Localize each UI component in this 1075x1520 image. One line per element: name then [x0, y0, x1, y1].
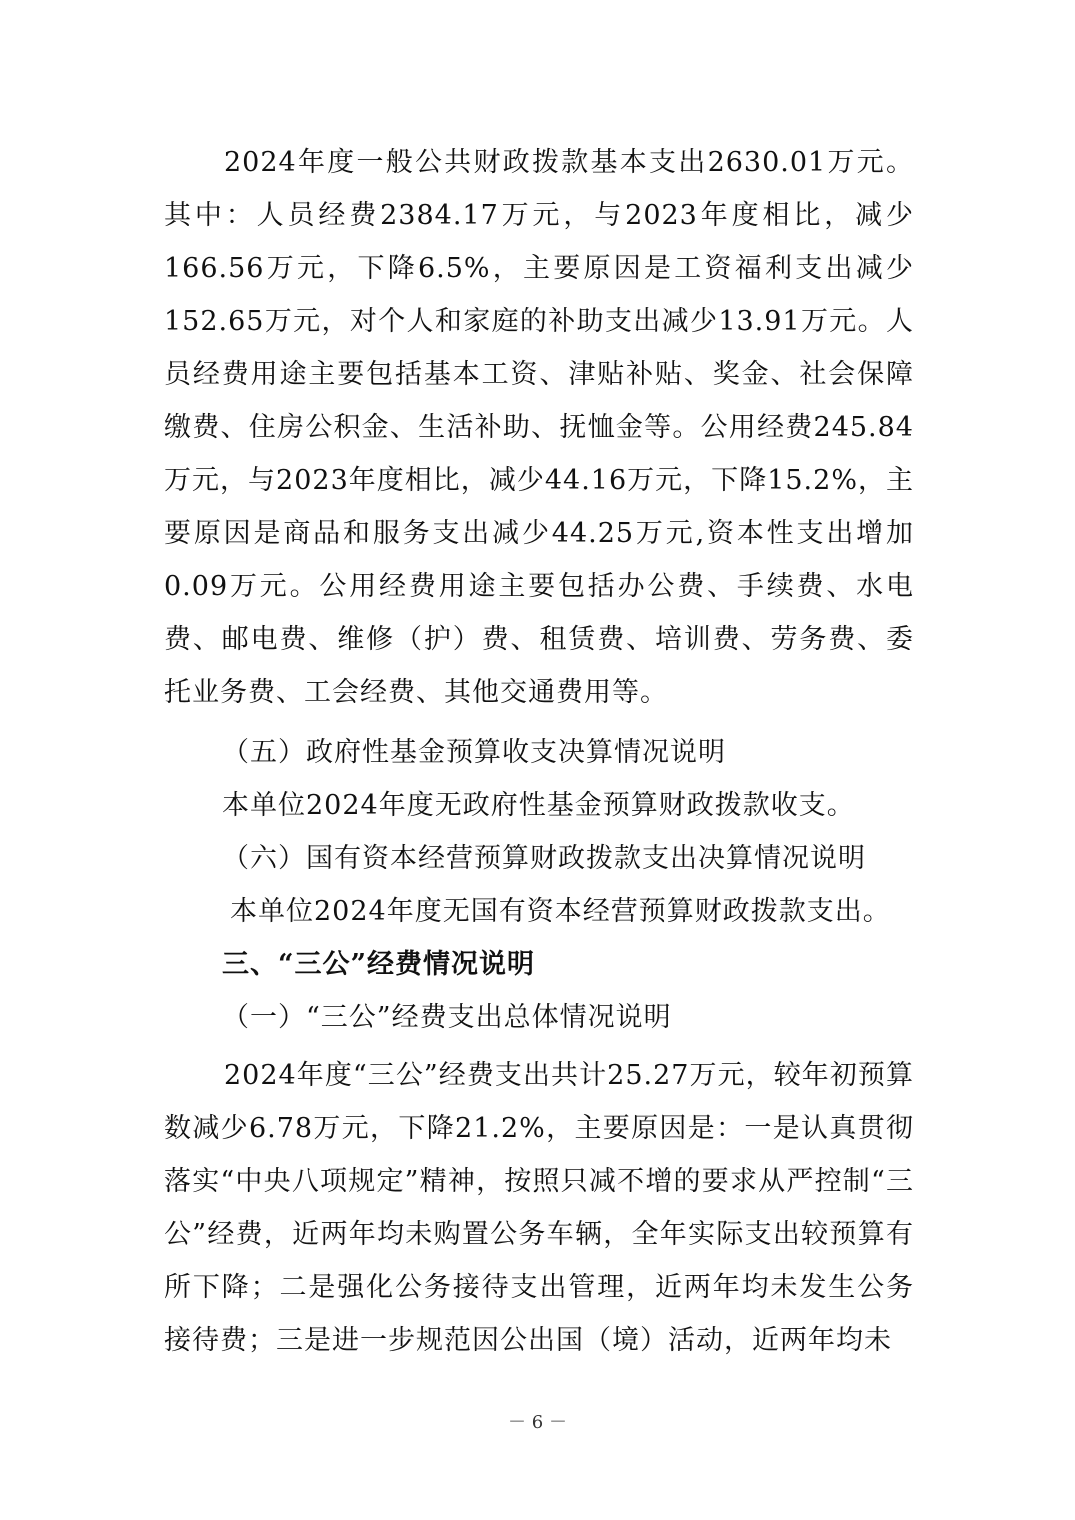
paragraph-three-public-overall: 2024年度“三公”经费支出共计25.27万元，较年初预算数减少6.78万元，下降21.2%，主要原因是：一是认真贯彻落实“中央八项规定”精神，按照只减不增的要求从严控制“三公”经费，近两年均未购置公务车辆，全年实际支出较预算有所下降；二是强化公务接待支出管理，近两年均未发生公务接待费；三是进一步规范因公出国（境）活动，近两年均未	[164, 1060, 914, 1356]
paragraph-state-capital: 本单位2024年度无国有资本经营预算财政拨款支出。	[230, 896, 891, 927]
page-number: － 6 －	[508, 1412, 567, 1433]
section-heading-three-public-overall: （一）“三公”经费支出总体情况说明	[222, 1002, 672, 1033]
paragraph-government-fund: 本单位2024年度无政府性基金预算财政拨款收支。	[222, 790, 855, 821]
section-heading-state-capital: （六）国有资本经营预算财政拨款支出决算情况说明	[222, 843, 866, 874]
section-heading-government-fund: （五）政府性基金预算收支决算情况说明	[222, 737, 726, 768]
paragraph-basic-expenditure: 2024年度一般公共财政拨款基本支出2630.01万元。其中：人员经费2384.17万元，与2023年度相比，减少166.56万元，下降6.5%，主要原因是工资福利支出减少152.65万元，对个人和家庭的补助支出减少13.91万元。人员经费用途主要包括基本工资、津贴补贴、奖金、社会保障缴费、住房公积金、生活补助、抚恤金等。公用经费245.84万元，与2023年度相比，减少44.16万元，下降15.2%，主要原因是商品和服务支出减少44.25万元,资本性支出增加0.09万元。公用经费用途主要包括办公费、手续费、水电费、邮电费、维修（护）费、租赁费、培训费、劳务费、委托业务费、工会经费、其他交通费用等。	[164, 147, 914, 708]
chapter-heading-three-public: 三、“三公”经费情况说明	[222, 949, 536, 980]
